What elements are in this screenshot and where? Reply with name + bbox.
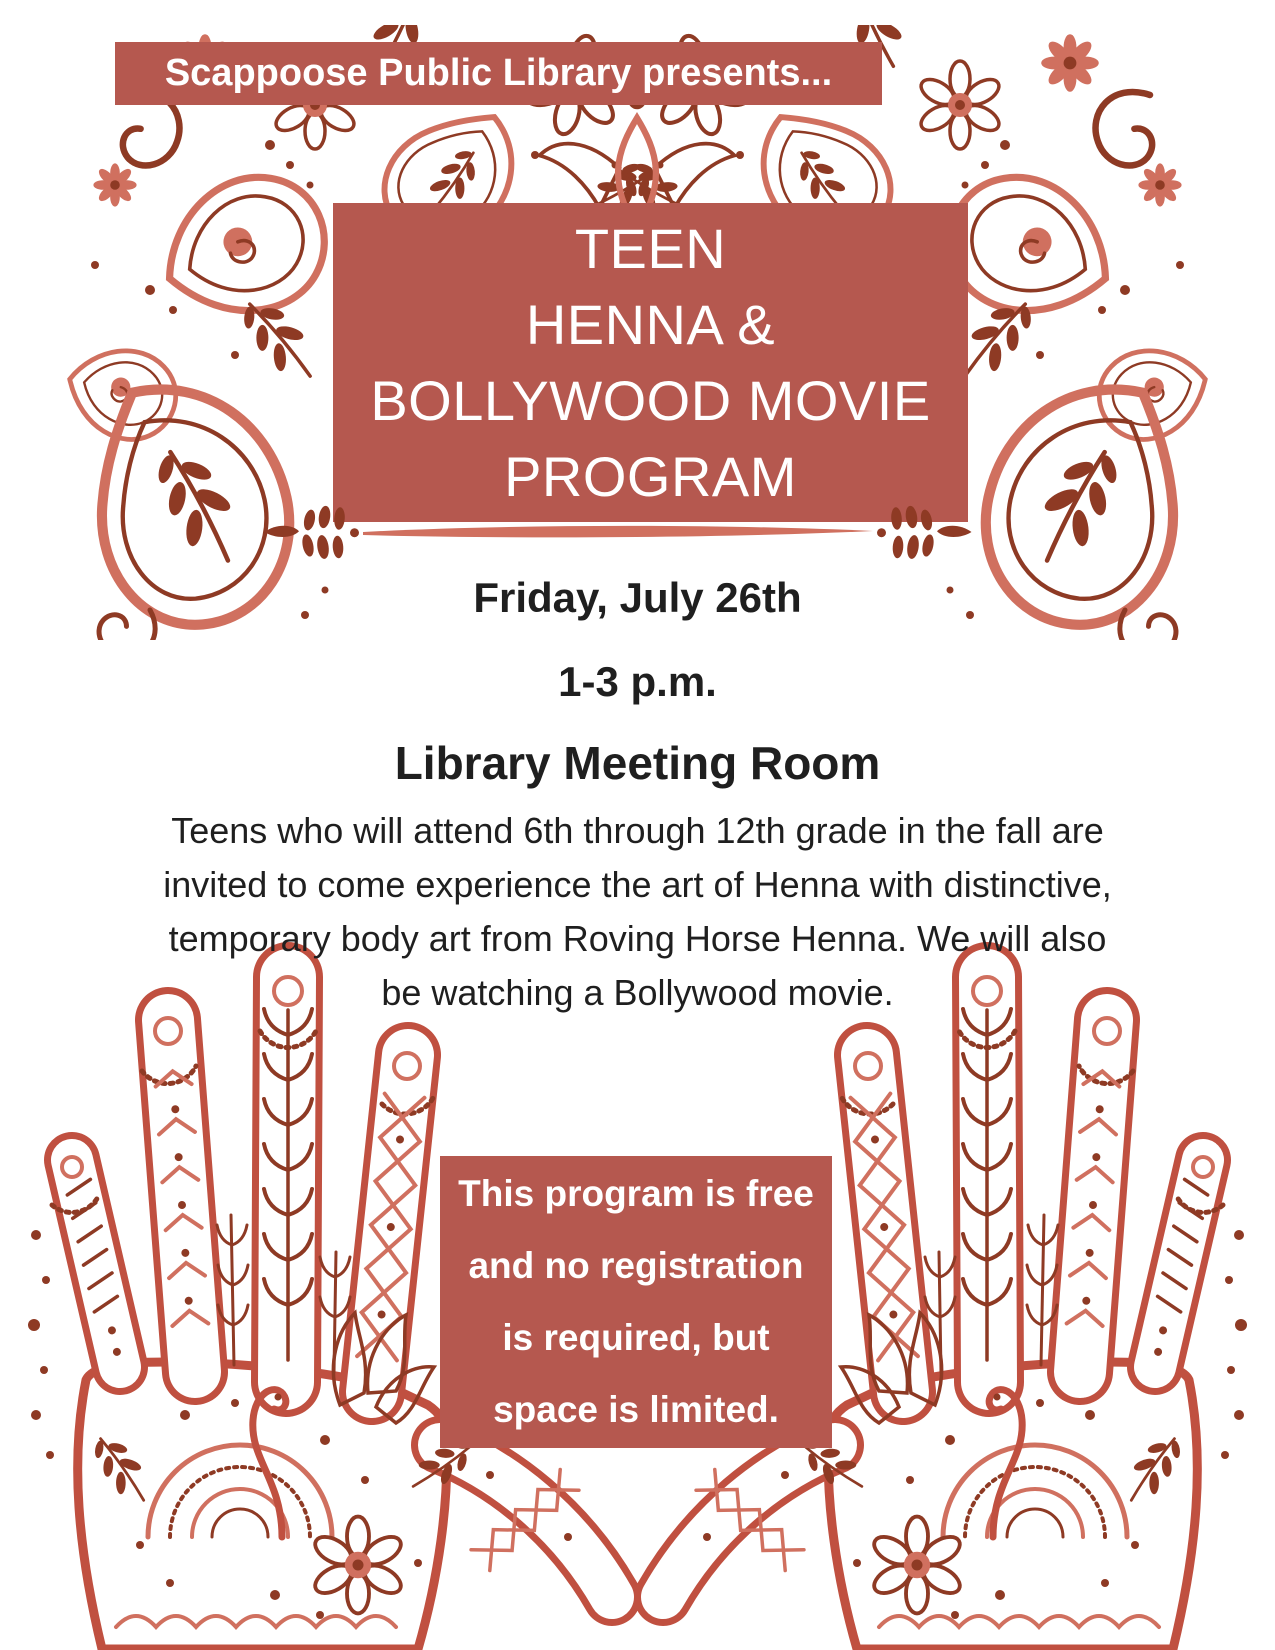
description-line: temporary body art from Roving Horse Henna. We will also bbox=[168, 918, 1107, 959]
presenter-banner bbox=[115, 42, 882, 105]
notice-line: This program is free bbox=[458, 1173, 814, 1214]
title-line: HENNA & bbox=[525, 292, 776, 356]
description-line: invited to come experience the art of Henna with distinctive, bbox=[163, 864, 1112, 905]
event-date: Friday, July 26th bbox=[473, 574, 802, 621]
title-line: TEEN bbox=[574, 216, 727, 280]
notice-line: and no registration bbox=[468, 1245, 804, 1286]
notice-line: space is limited. bbox=[493, 1389, 779, 1430]
ornamental-divider bbox=[262, 494, 974, 570]
title-block bbox=[333, 203, 968, 522]
event-description bbox=[0, 804, 1275, 1020]
event-location: Library Meeting Room bbox=[394, 737, 881, 789]
title-line: BOLLYWOOD MOVIE bbox=[370, 368, 931, 432]
description-line: Teens who will attend 6th through 12th grade in the fall are bbox=[171, 810, 1104, 851]
presenter-banner-text: Scappoose Public Library presents... bbox=[164, 52, 833, 94]
description-line: be watching a Bollywood movie. bbox=[381, 972, 894, 1013]
event-time: 1-3 p.m. bbox=[558, 658, 717, 705]
title-line: PROGRAM bbox=[504, 444, 797, 508]
notice-line: is required, but bbox=[502, 1317, 770, 1358]
notice-box bbox=[440, 1156, 832, 1448]
